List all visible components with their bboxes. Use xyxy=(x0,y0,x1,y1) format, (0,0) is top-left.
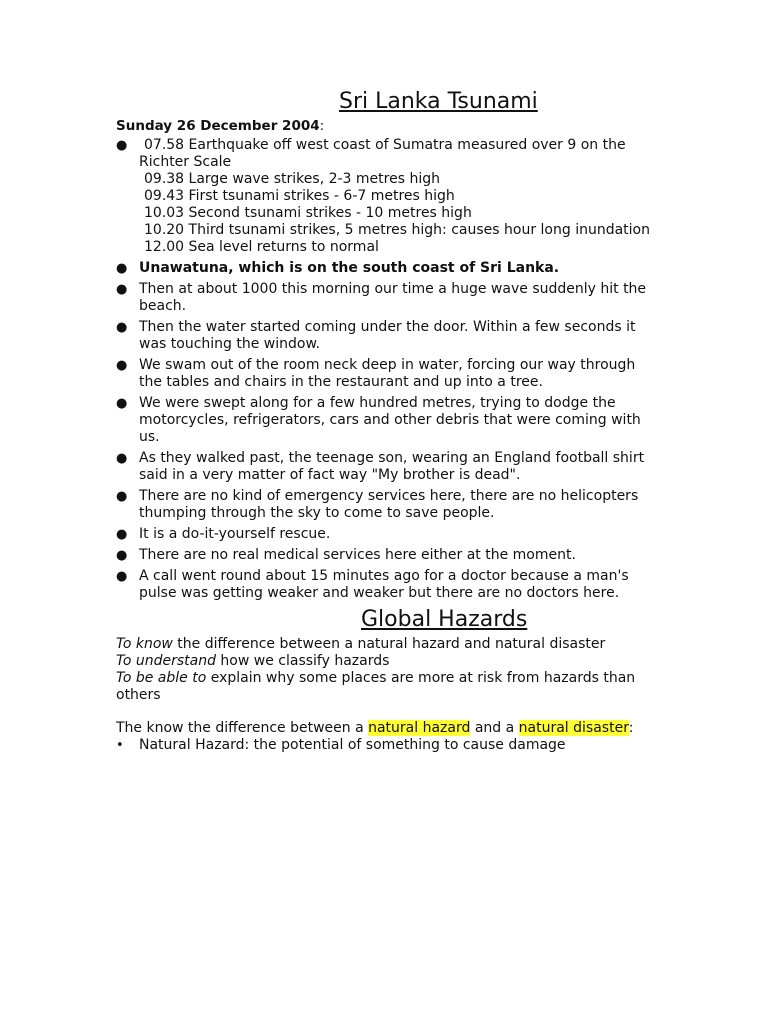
timeline-entry: 09.38 Large wave strikes, 2-3 metres high xyxy=(144,171,440,187)
objective-line xyxy=(116,653,656,670)
list-item xyxy=(116,260,656,277)
bullet-dot-icon: ● xyxy=(116,451,128,466)
bullet-text: We were swept along for a few hundred metres, trying to dodge the motorcycles, refrigerators, cars and other debris that were coming with us. xyxy=(139,395,641,445)
page-title: Sri Lanka Tsunami xyxy=(339,89,538,114)
bullet-dot-icon: ● xyxy=(116,489,128,504)
bullet-text: As they walked past, the teenage son, wearing an England football shirt said in a very matter of fact way "My brother is dead". xyxy=(139,450,645,483)
bullet-dot-icon: ● xyxy=(116,261,128,276)
timeline-first-line-cont: Richter Scale xyxy=(139,154,232,170)
bullet-text: A call went round about 15 minutes ago for a doctor because a man's pulse was getting weaker and weaker but there are no doctors here. xyxy=(139,568,629,601)
bullet-text: There are no real medical services here either at the moment. xyxy=(139,547,576,563)
bullet-dot-icon: ● xyxy=(116,569,128,584)
objective-lead: To be able to xyxy=(116,670,207,686)
bullet-text: We swam out of the room neck deep in water, forcing our way through the tables and chairs in the restaurant and up into a tree. xyxy=(139,357,636,390)
date-suffix: : xyxy=(319,118,325,134)
timeline-entry: 10.03 Second tsunami strikes - 10 metres high xyxy=(144,205,472,221)
list-item xyxy=(116,357,656,391)
objective-line xyxy=(116,636,656,653)
bullet-text: Natural Hazard: the potential of something to cause damage xyxy=(139,737,566,753)
timeline-entry: 12.00 Sea level returns to normal xyxy=(144,239,379,255)
document-page xyxy=(116,88,656,758)
objective-text: explain why some places are more at risk from hazards than others xyxy=(116,670,636,703)
list-item xyxy=(116,450,656,484)
bullet-dot-icon: ● xyxy=(116,548,128,563)
bullet-dot-icon: ● xyxy=(116,396,128,411)
list-item xyxy=(116,568,656,602)
list-item xyxy=(116,737,656,754)
timeline-item xyxy=(116,137,656,256)
bullet-text: Unawatuna, which is on the south coast of Sri Lanka. xyxy=(139,260,560,276)
objective-text: the difference between a natural hazard and natural disaster xyxy=(172,636,606,652)
list-item xyxy=(116,281,656,315)
bullet-dot-icon: ● xyxy=(116,358,128,373)
intro-post: : xyxy=(628,720,634,736)
bullet-text: There are no kind of emergency services here, there are no helicopters thumping through the sky to come to save people. xyxy=(139,488,639,521)
highlight-natural-disaster: natural disaster xyxy=(518,720,629,736)
bullet-text: Then the water started coming under the door. Within a few seconds it was touching the window. xyxy=(139,319,636,352)
date-label: Sunday 26 December 2004 xyxy=(116,118,320,134)
hazard-list xyxy=(116,737,656,754)
objective-text: how we classify hazards xyxy=(215,653,390,669)
bullet-dot-icon: ● xyxy=(116,320,128,335)
bullet-dot-icon: ● xyxy=(116,138,128,153)
intro-line xyxy=(116,720,656,737)
intro-mid: and a xyxy=(470,720,519,736)
timeline-first-line: 07.58 Earthquake off west coast of Sumatra measured over 9 on the xyxy=(144,137,626,153)
bullet-text: It is a do-it-yourself rescue. xyxy=(139,526,331,542)
objective-lead: To understand xyxy=(116,653,216,669)
list-item xyxy=(116,547,656,564)
list-item xyxy=(116,395,656,446)
intro-pre: The know the difference between a xyxy=(116,720,369,736)
bullet-list xyxy=(116,137,656,602)
bullet-dot-icon: ● xyxy=(116,527,128,542)
section-title: Global Hazards xyxy=(361,607,528,632)
list-item xyxy=(116,488,656,522)
objective-line xyxy=(116,670,656,704)
date-line xyxy=(116,118,656,135)
timeline-entry: 10.20 Third tsunami strikes, 5 metres high: causes hour long inundation xyxy=(144,222,650,238)
highlight-natural-hazard: natural hazard xyxy=(368,720,471,736)
list-item xyxy=(116,526,656,543)
bullet-dot-icon: • xyxy=(116,738,124,753)
bullet-dot-icon: ● xyxy=(116,282,128,297)
list-item xyxy=(116,319,656,353)
bullet-text: Then at about 1000 this morning our time a huge wave suddenly hit the beach. xyxy=(139,281,647,314)
objective-lead: To know xyxy=(116,636,173,652)
timeline-entry: 09.43 First tsunami strikes - 6-7 metres high xyxy=(144,188,455,204)
